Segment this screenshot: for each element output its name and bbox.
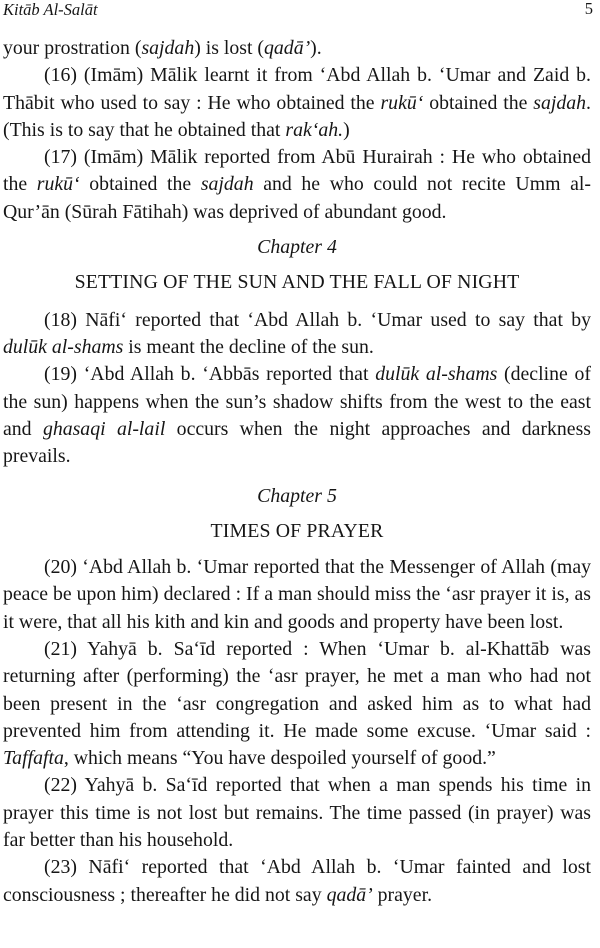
text-run: occurs when the night approaches and darkness prevails. bbox=[3, 417, 591, 468]
text-run: (17) (Imām) Mālik reported from Abū Hurairah : He who obtained the bbox=[3, 146, 591, 196]
italic-term: sajdah bbox=[200, 173, 254, 196]
text-run: prayer. bbox=[372, 883, 433, 906]
paragraph bbox=[3, 554, 591, 636]
text-run: (decline of the sun) happens when the sun’s shadow shifts from the west to the east and bbox=[3, 363, 591, 440]
italic-term: sajdah bbox=[141, 37, 195, 59]
paragraph bbox=[3, 636, 591, 772]
text-run: obtained the bbox=[79, 173, 201, 196]
text-run: SETTING OF THE SUN AND THE FALL OF NIGHT bbox=[74, 271, 520, 294]
paragraph bbox=[3, 854, 591, 909]
paragraph bbox=[3, 35, 591, 62]
italic-term: Taffafta bbox=[3, 747, 64, 770]
text-run: and he who could not recite Umm al-Qur’ān (Sūrah Fātihah) was deprived of abundant good. bbox=[3, 173, 591, 223]
text-run: (22) Yahyā b. Sa‘īd reported that when a man spends his time in prayer this time is not lost but remains. The time passed (in prayer) was far better than his household. bbox=[3, 774, 591, 852]
italic-term: ghasaqi al-lail bbox=[42, 417, 166, 440]
italic-term: qadā’ bbox=[326, 883, 373, 906]
paragraph bbox=[3, 62, 591, 144]
chapter-label bbox=[3, 234, 591, 261]
text-run: (18) Nāfi‘ reported that ‘Abd Allah b. ‘Umar used to say that by bbox=[44, 308, 591, 331]
italic-term: rak‘ah. bbox=[285, 118, 344, 141]
book-title: Kitāb Al-Salāt bbox=[3, 0, 98, 19]
text-run: ) bbox=[343, 118, 350, 141]
text-run: TIMES OF PRAYER bbox=[210, 519, 384, 542]
italic-term: qadā’ bbox=[264, 37, 311, 59]
section-heading bbox=[3, 518, 591, 545]
text-run: (23) Nāfi‘ reported that ‘Abd Allah b. ‘Umar fainted and lost consciousness ; thereafter he did not say bbox=[3, 856, 591, 906]
section-heading bbox=[3, 269, 591, 296]
paragraph bbox=[3, 361, 591, 470]
italic-term: rukū‘ bbox=[380, 91, 424, 114]
text-run: (20) ‘Abd Allah b. ‘Umar reported that the Messenger of Allah (may peace be upon him) declared : If a man should miss the ‘asr prayer it is, as it were, that all his kith and kin and goods and property have been lost. bbox=[3, 556, 591, 633]
text-run: obtained the bbox=[423, 91, 534, 114]
italic-term: dulūk al-shams bbox=[375, 363, 498, 386]
running-head bbox=[3, 0, 593, 22]
paragraph bbox=[3, 772, 591, 854]
text-run: ). bbox=[310, 37, 322, 59]
text-run: Chapter 4 bbox=[257, 236, 337, 259]
text-run: your prostration ( bbox=[3, 37, 142, 59]
text-run: , which means “You have despoiled yourself of good.” bbox=[63, 747, 496, 770]
text-run: ) is lost ( bbox=[194, 37, 265, 59]
italic-term: rukū‘ bbox=[36, 173, 80, 196]
text-run: Chapter 5 bbox=[257, 485, 337, 508]
italic-term: sajdah bbox=[533, 91, 587, 114]
page-number: 5 bbox=[584, 0, 593, 18]
text-run: (21) Yahyā b. Sa‘īd reported : When ‘Umar b. al-Khattāb was returning after (performing) the ‘asr prayer, he met a man who had not been present in the ‘asr congregation and asked him as to what had prevented him from attending it. He made some excuse. ‘Umar said : bbox=[3, 637, 591, 742]
italic-term: dulūk al-shams bbox=[3, 335, 124, 358]
text-run: (19) ‘Abd Allah b. ‘Abbās reported that bbox=[44, 363, 376, 386]
text-run: . (This is to say that he obtained that bbox=[3, 91, 591, 141]
text-run: is meant the decline of the sun. bbox=[123, 335, 374, 358]
paragraph bbox=[3, 144, 591, 226]
chapter-label bbox=[3, 483, 591, 510]
paragraph bbox=[3, 307, 591, 362]
text-run: (16) (Imām) Mālik learnt it from ‘Abd Allah b. ‘Umar and Zaid b. Thābit who used to say : He who obtained the bbox=[3, 64, 591, 114]
body-text bbox=[3, 35, 591, 909]
